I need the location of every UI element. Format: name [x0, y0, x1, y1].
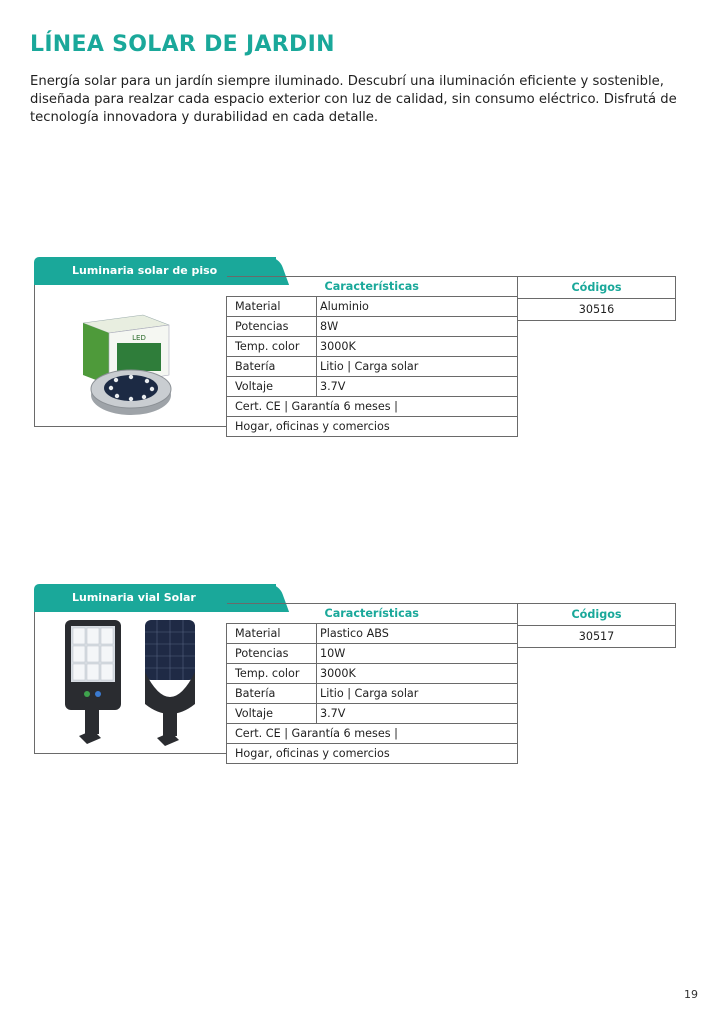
characteristics-header: Características: [227, 604, 518, 624]
spec-label: Temp. color: [227, 337, 317, 357]
table-row: [227, 317, 518, 337]
product-image-frame: [34, 285, 227, 427]
page-number: 19: [684, 988, 698, 1001]
table-row: [227, 297, 518, 317]
table-row: [227, 377, 518, 397]
product-name-banner: Luminaria vial Solar: [34, 584, 276, 612]
spec-label: Voltaje: [227, 704, 317, 724]
product-section-floor-light: [34, 257, 676, 457]
table-row: [227, 664, 518, 684]
codes-header: Códigos: [518, 277, 676, 299]
spec-value: Litio | Carga solar: [317, 357, 518, 377]
table-row: [227, 704, 518, 724]
table-row: [227, 357, 518, 377]
usage-text: Hogar, oficinas y comercios: [227, 744, 518, 764]
product-name-banner: Luminaria solar de piso: [34, 257, 276, 285]
table-row: [227, 417, 518, 437]
spec-label: Potencias: [227, 317, 317, 337]
spec-label: Voltaje: [227, 377, 317, 397]
spec-value: 3.7V: [317, 377, 518, 397]
solar-floor-light-image: [35, 285, 227, 426]
spec-value: Plastico ABS: [317, 624, 518, 644]
codes-table: [517, 276, 676, 321]
table-row: [227, 724, 518, 744]
table-row: [227, 744, 518, 764]
spec-value: 8W: [317, 317, 518, 337]
usage-text: Hogar, oficinas y comercios: [227, 417, 518, 437]
product-image-frame: [34, 612, 227, 754]
spec-label: Batería: [227, 684, 317, 704]
spec-value: Aluminio: [317, 297, 518, 317]
certification-text: Cert. CE | Garantía 6 meses |: [227, 397, 518, 417]
page-title: LÍNEA SOLAR DE JARDIN: [30, 32, 335, 57]
certification-text: Cert. CE | Garantía 6 meses |: [227, 724, 518, 744]
table-row: [227, 397, 518, 417]
codes-table: [517, 603, 676, 648]
product-section-street-light: [34, 584, 676, 784]
characteristics-table: [226, 276, 518, 437]
spec-value: 3000K: [317, 664, 518, 684]
table-row: [227, 684, 518, 704]
table-row: [227, 624, 518, 644]
solar-street-light-image: [35, 612, 227, 753]
product-code: 30517: [518, 626, 676, 648]
spec-value: 3000K: [317, 337, 518, 357]
spec-value: Litio | Carga solar: [317, 684, 518, 704]
codes-header: Códigos: [518, 604, 676, 626]
table-row: [227, 337, 518, 357]
characteristics-table: [226, 603, 518, 764]
spec-label: Temp. color: [227, 664, 317, 684]
spec-value: 3.7V: [317, 704, 518, 724]
characteristics-header: Características: [227, 277, 518, 297]
spec-label: Batería: [227, 357, 317, 377]
spec-label: Potencias: [227, 644, 317, 664]
intro-paragraph: Energía solar para un jardín siempre iluminado. Descubrí una iluminación eficiente y sostenible, diseñada para realzar cada espacio exterior con luz de calidad, sin consumo eléctrico. Disfrutá de tecnología innovadora y durabilidad en cada detalle.: [30, 74, 677, 125]
spec-label: Material: [227, 624, 317, 644]
spec-label: Material: [227, 297, 317, 317]
spec-value: 10W: [317, 644, 518, 664]
product-code: 30516: [518, 299, 676, 321]
table-row: [227, 644, 518, 664]
box-led-label: LED: [132, 334, 146, 342]
